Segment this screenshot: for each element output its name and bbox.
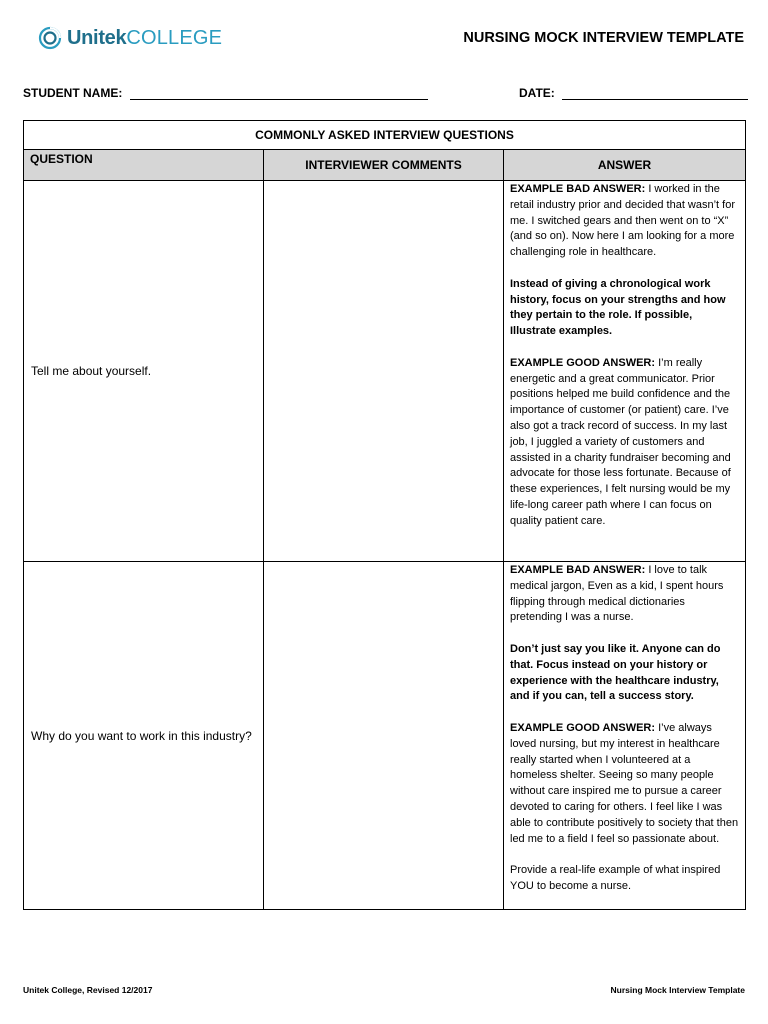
answer-tip: Don’t just say you like it. Anyone can do that. Focus instead on your history or experience with the healthcare industry, and if you can, tell a success story.	[510, 642, 721, 703]
interview-questions-table	[23, 120, 746, 910]
bad-answer-text: I love to talk medical jargon, Even as a kid, I spent hours flipping through medical dictionaries pretending I was a nurse.	[510, 564, 724, 624]
logo-text-bold: Unitek	[67, 26, 127, 49]
student-name-line[interactable]	[130, 87, 428, 100]
column-header-question: QUESTION	[24, 150, 264, 181]
answer-cell	[504, 181, 746, 562]
table-banner: COMMONLY ASKED INTERVIEW QUESTIONS	[24, 121, 746, 150]
logo-text-light: COLLEGE	[126, 26, 223, 49]
date-label: DATE:	[519, 86, 555, 100]
table-row	[24, 181, 746, 562]
student-name-label: STUDENT NAME:	[23, 86, 123, 100]
answer-tip: Instead of giving a chronological work history, focus on your strengths and how they pertain to the role. If possible, Illustrate examples.	[510, 277, 726, 338]
good-answer-label: EXAMPLE GOOD ANSWER:	[510, 356, 656, 369]
footer-left: Unitek College, Revised 12/2017	[23, 985, 153, 995]
student-name-field	[23, 86, 428, 100]
document-title: NURSING MOCK INTERVIEW TEMPLATE	[463, 30, 744, 46]
good-answer-label: EXAMPLE GOOD ANSWER:	[510, 721, 656, 734]
interviewer-comments-cell[interactable]	[264, 562, 504, 910]
question-cell: Tell me about yourself.	[24, 181, 264, 562]
unitek-logo	[38, 26, 222, 50]
answer-cell	[504, 562, 746, 910]
bad-answer-label: EXAMPLE BAD ANSWER:	[510, 564, 646, 576]
table-row	[24, 562, 746, 910]
bad-answer-text: I worked in the retail industry prior and decided that wasn’t for me. I switched gears and then went on to “X” (and so on). Now here I am looking for a more challenging role in healthcare.	[510, 183, 736, 259]
good-answer-text: I’ve always loved nursing, but my interest in healthcare really started when I volunteered at a homeless shelter. Seeing so many people without care inspired me to pursue a career devoted to caring for others. I feel like I was able to contribute positively to society that then led me to a field I feel so passionate about.	[510, 721, 739, 845]
bad-answer-label: EXAMPLE BAD ANSWER:	[510, 183, 646, 195]
logo-swirl-icon	[38, 26, 62, 50]
date-field	[519, 86, 748, 100]
footer-right: Nursing Mock Interview Template	[610, 985, 745, 995]
date-line[interactable]	[562, 87, 748, 100]
question-cell: Why do you want to work in this industry?	[24, 562, 264, 910]
answer-extra-tip: Provide a real-life example of what inspired YOU to become a nurse.	[510, 864, 721, 892]
interviewer-comments-cell[interactable]	[264, 181, 504, 562]
column-header-comments: INTERVIEWER COMMENTS	[264, 150, 504, 181]
column-header-answer: ANSWER	[504, 150, 746, 181]
good-answer-text: I’m really energetic and a great communicator. Prior positions helped me build confidence and the importance of customer (or patient) care. I’ve also got a track record of success. In my last job, I juggled a variety of customers and assisted in a charity fundraiser becoming and advocate for those less fortunate. Because of these experiences, I felt nursing would be my life-long career path where I can focus on quality patient care.	[510, 356, 731, 527]
